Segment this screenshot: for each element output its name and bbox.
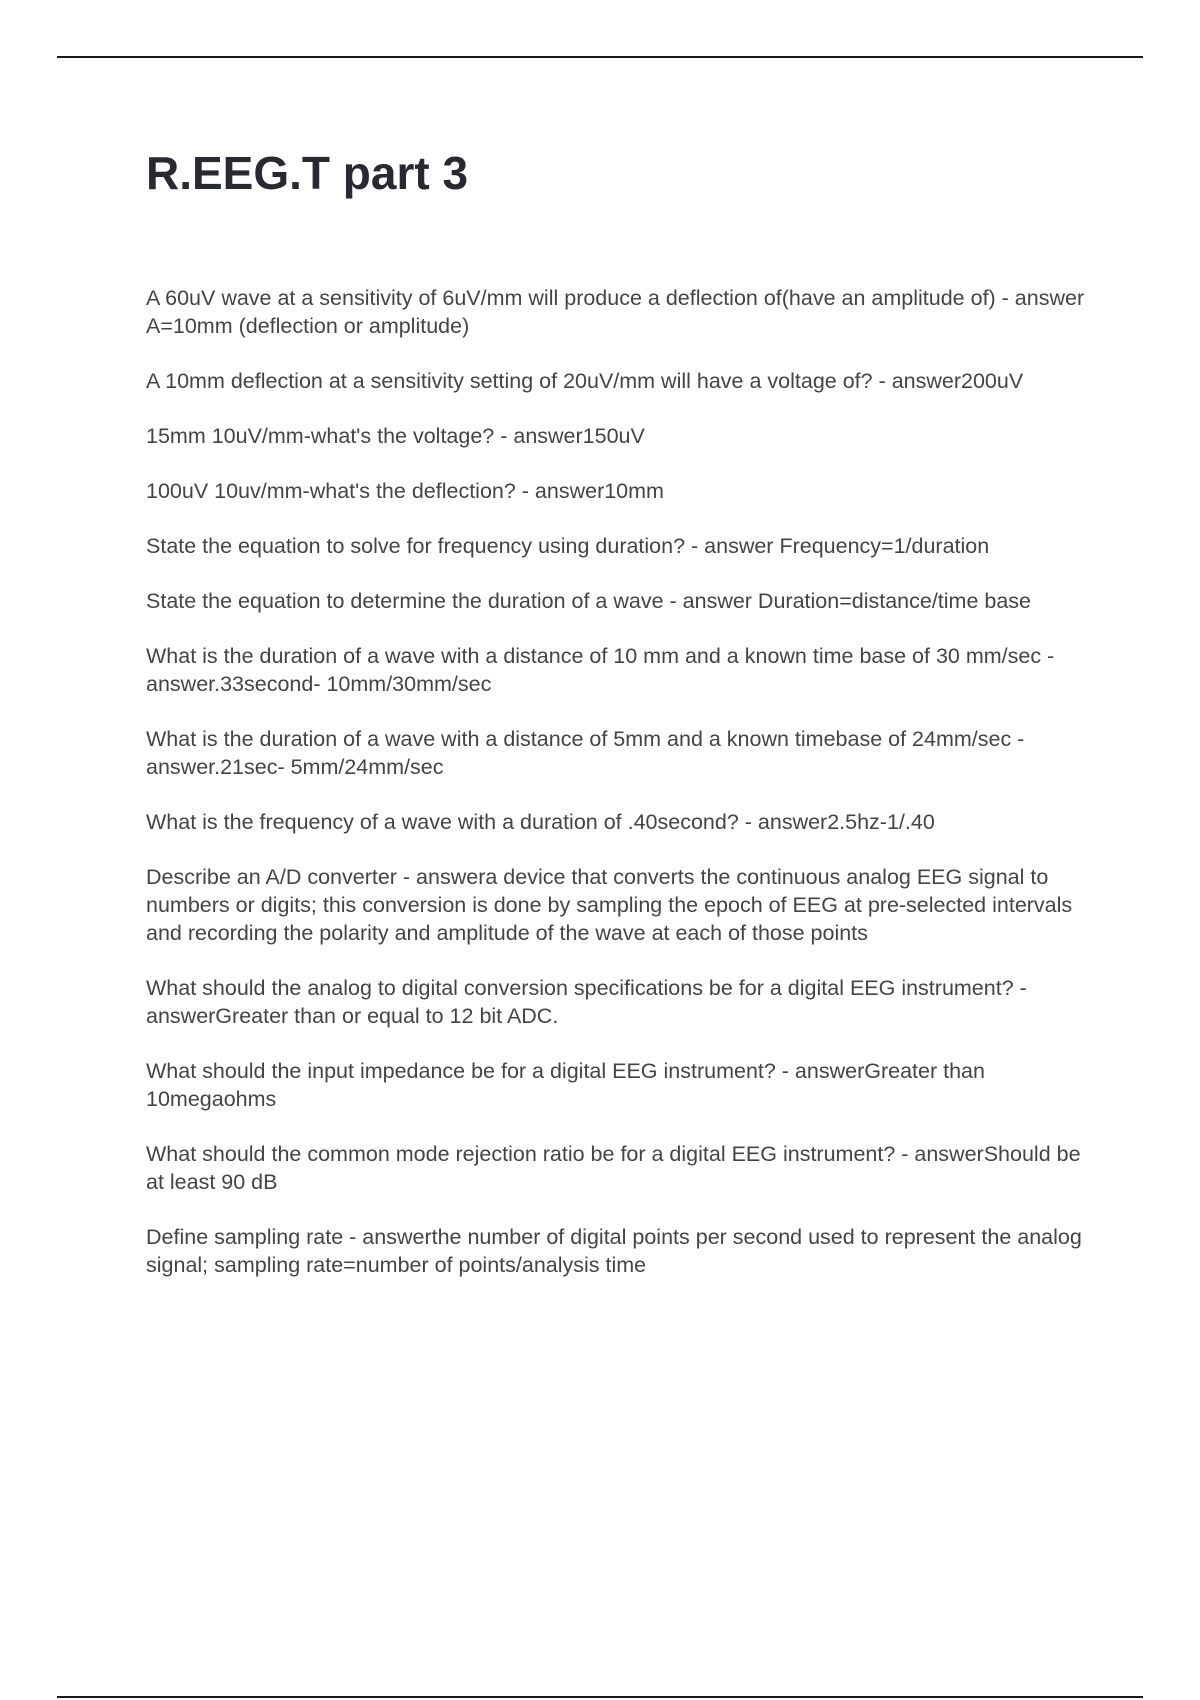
- qa-item: Define sampling rate - answerthe number of digital points per second used to represent the analog signal; sampling rate=number of points/analysis time: [146, 1225, 1082, 1277]
- qa-item: What is the duration of a wave with a distance of 10 mm and a known time base of 30 mm/sec - answer.33second- 10mm/30mm/sec: [146, 644, 1055, 696]
- page-title: R.EEG.T part 3: [146, 147, 469, 199]
- qa-item: What should the analog to digital conversion specifications be for a digital EEG instrument? - answerGreater than or equal to 12 bit ADC.: [146, 976, 1027, 1028]
- qa-item: A 60uV wave at a sensitivity of 6uV/mm will produce a deflection of(have an amplitude of) - answer A=10mm (deflection or amplitude): [146, 286, 1085, 338]
- qa-item: Describe an A/D converter - answera device that converts the continuous analog EEG signal to numbers or digits; this conversion is done by sampling the epoch of EEG at pre-selected intervals and recording the polarity and amplitude of the wave at each of those points: [146, 865, 1073, 945]
- top-divider: [57, 56, 1143, 58]
- qa-item: State the equation to determine the duration of a wave - answer Duration=distance/time base: [146, 589, 1032, 613]
- qa-item: What is the frequency of a wave with a duration of .40second? - answer2.5hz-1/.40: [146, 810, 935, 834]
- qa-item: What should the input impedance be for a digital EEG instrument? - answerGreater than 10megaohms: [146, 1059, 985, 1111]
- qa-item: What should the common mode rejection ratio be for a digital EEG instrument? - answerShould be at least 90 dB: [146, 1142, 1081, 1194]
- qa-item: 15mm 10uV/mm-what's the voltage? - answer150uV: [146, 424, 645, 448]
- qa-item: What is the duration of a wave with a distance of 5mm and a known timebase of 24mm/sec - answer.21sec- 5mm/24mm/sec: [146, 727, 1025, 779]
- qa-item: State the equation to solve for frequency using duration? - answer Frequency=1/duration: [146, 534, 990, 558]
- bottom-divider: [57, 1696, 1143, 1698]
- qa-item: 100uV 10uv/mm-what's the deflection? - answer10mm: [146, 479, 664, 503]
- qa-item: A 10mm deflection at a sensitivity setting of 20uV/mm will have a voltage of? - answer200uV: [146, 369, 1024, 393]
- question-answer-list: [146, 284, 1086, 1306]
